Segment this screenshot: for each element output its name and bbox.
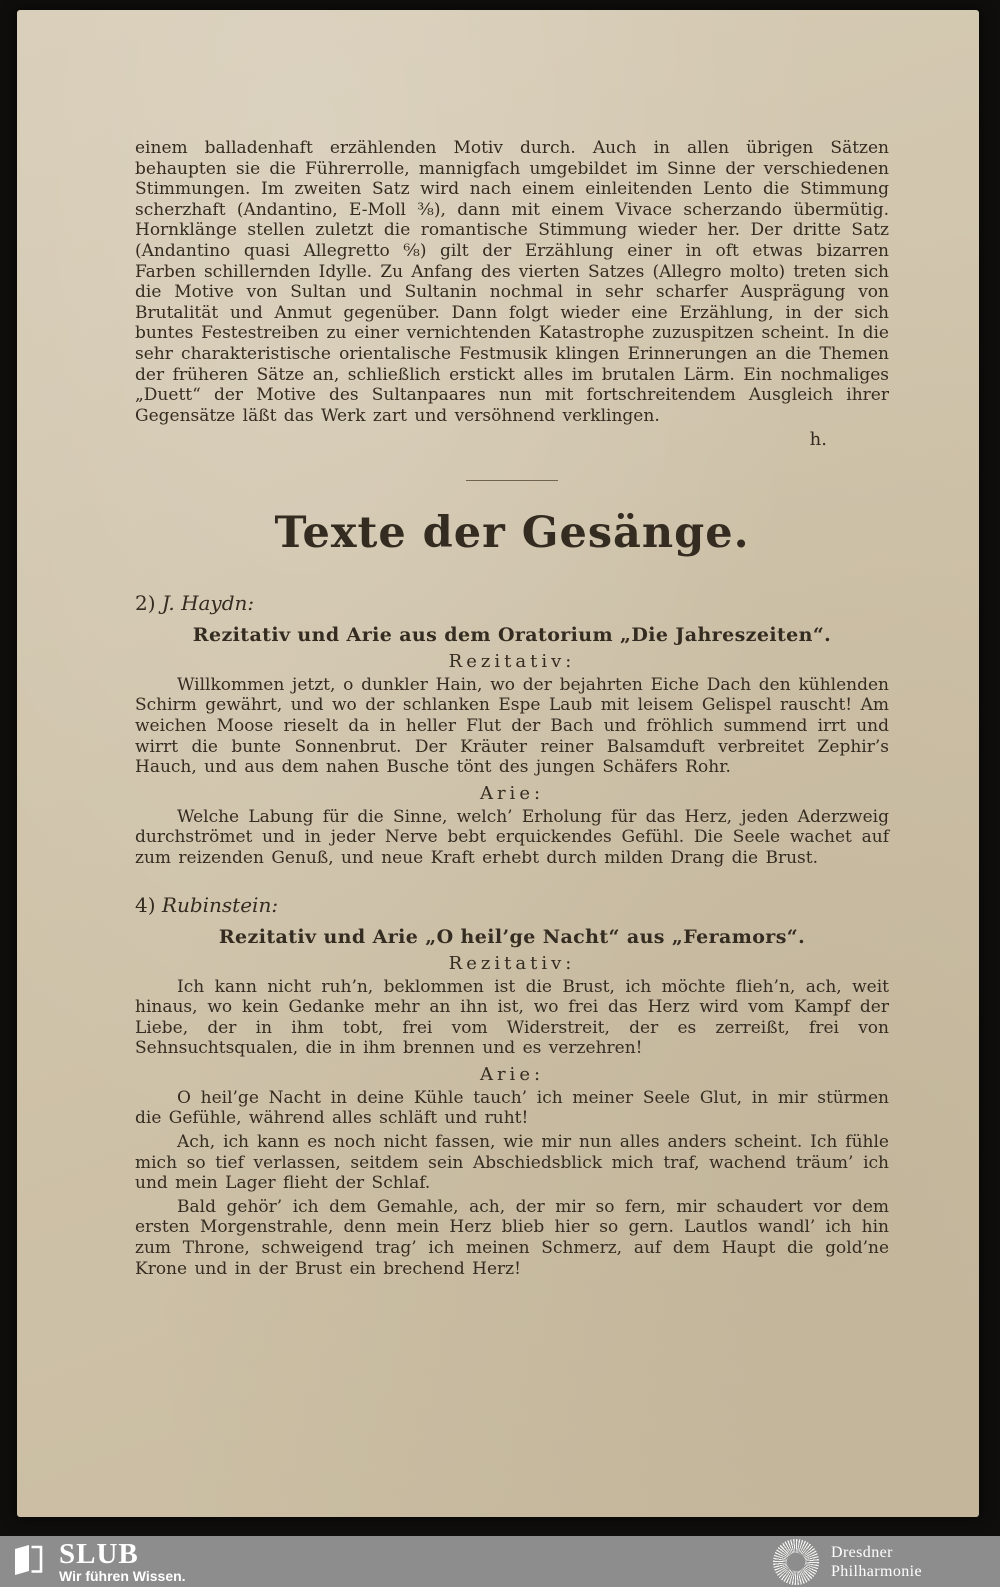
part-label-arie: Arie: [479, 1063, 545, 1085]
song-number: 2) [135, 590, 156, 615]
part-label-arie: Arie: [479, 782, 545, 804]
continuation-paragraph: einem balladenhaft erzählenden Motiv durch. Auch in allen übrigen Sätzen behaupten sie die Führerrolle, mannigfach umgebildet im Sinne der verschiedenen Stimmungen. Im zweiten Satz wird nach einem einleitenden Lento die Stimmung scherzhaft (Andantino, E-Moll ³⁄₈), dann mit einem Vivace scherzando übermütig. Hornklänge stellen zuletzt die romantische Stimmung wieder her. Der dritte Satz (Andantino quasi Allegretto ⁶⁄₈) gilt der Erzählung einer in oft etwas bizarren Farben schillernden Idylle. Zu Anfang des vierten Satzes (Allegro molto) treten sich die Motive von Sultan und Sultanin nochmal in sehr scharfer Ausprägung von Brutalität und Anmut gegenüber. Dann folgt wieder eine Erzählung, in der sich buntes Festestreiben zu einer vernichtenden Katastrophe zuzuspitzen scheint. In die sehr charakteristische orientalische Festmusik klingen Erinnerungen an die Themen der früheren Sätze an, schließlich erstickt alles im brutalen Lärm. Ein nochmaliges „Duett“ der Motive des Sultanpaares nun mit fortschreitendem Ausgleich ihrer Gegensätze läßt das Werk zart und versöhnend verklingen. [135, 138, 889, 426]
page-text-block [135, 138, 889, 1279]
part-label-rezitativ: Rezitativ: [448, 650, 576, 672]
composer-name: Rubinstein: [161, 892, 279, 917]
page-title: Texte der Gesänge. [274, 508, 750, 559]
song-section-haydn [135, 591, 889, 869]
lyric-paragraph: Bald gehör’ ich dem Gemahle, ach, der mir so fern, mir schaudert vor dem ersten Morgenstrahle, denn mein Herz blieb hier so gern. Lautlos wandl’ ich hin zum Throne, schweigend trag’ ich meinen Schmerz, auf dem Haupt die gold’ne Krone und in der Brust ein brechend Herz! [135, 1196, 889, 1279]
song-heading: Rezitativ und Arie „O heil’ge Nacht“ aus „Feramors“. [218, 925, 806, 948]
philharmonie-line2: Philharmonie [830, 1562, 922, 1580]
slub-text-block [59, 1537, 186, 1584]
arie-text [135, 807, 889, 869]
lyric-paragraph: Ach, ich kann es noch nicht fassen, wie mir nun alles anders scheint. Ich fühle mich so tief verlassen, seitdem sein Abschiedsblick mich traf, wachend träum’ ich und mein Lager flieht der Schlaf. [135, 1132, 889, 1194]
scanned-page [17, 10, 979, 1517]
rezitativ-text [135, 977, 889, 1059]
song-number: 4) [135, 892, 156, 917]
composer-line [135, 893, 889, 917]
slub-tagline: Wir führen Wissen. [59, 1567, 186, 1584]
slub-wordmark: SLUB [59, 1537, 139, 1570]
composer-line [135, 591, 889, 615]
slub-book-icon [13, 1543, 43, 1581]
slub-branding [13, 1537, 186, 1584]
lyric-paragraph: O heil’ge Nacht in deine Kühle tauch’ ich meiner Seele Glut, in mir stürmen die Gefühle, während alles schläft und ruht! [135, 1087, 889, 1129]
lyric-paragraph: Welche Labung für die Sinne, welch’ Erholung für das Herz, jeden Aderzweig durchströmet und in jeder Nerve bebt erquickendes Gefühl. Die Seele wachet auf zum reizenden Genuß, und neue Kraft erhebt durch milden Drang die Brust. [135, 806, 889, 868]
song-section-rubinstein [135, 893, 889, 1280]
philharmonie-wordmark [831, 1543, 922, 1581]
philharmonie-branding [773, 1539, 922, 1585]
part-label-rezitativ: Rezitativ: [448, 952, 576, 974]
philharmonie-line1: Dresdner [830, 1543, 893, 1561]
composer-name: J. Haydn: [161, 590, 255, 615]
philharmonie-sunburst-icon [773, 1539, 819, 1585]
arie-text [135, 1088, 889, 1279]
lyric-paragraph: Ich kann nicht ruh’n, beklommen ist die Brust, ich möchte flieh’n, ach, weit hinaus, wo kein Gedanke mehr an ihn ist, wo frei das Herz wird vom Kampf der Liebe, der in ihm tobt, frei vom Widerstreit, der es zerreißt, frei von Sehnsuchtsqualen, die in ihm brennen und es verzehren! [135, 976, 889, 1059]
song-heading: Rezitativ und Arie aus dem Oratorium „Die Jahreszeiten“. [192, 623, 832, 646]
rezitativ-text [135, 675, 889, 778]
lyric-paragraph: Willkommen jetzt, o dunkler Hain, wo der bejahrten Eiche Dach den kühlenden Schirm gewährt, und wo der schlanken Espe Laub mit leisem Gelispel rauscht! Am weichen Moose rieselt da in heller Flut der Bach und fröhlich summend irrt und wirrt die bunte Sonnenbrut. Der Kräuter reiner Balsamduft verbreitet Zephir’s Hauch, und aus dem nahen Busche tönt des jungen Schäfers Rohr. [135, 674, 889, 778]
viewer-footer [0, 1536, 1000, 1587]
section-divider [466, 480, 558, 481]
author-initial: h. [809, 429, 827, 451]
